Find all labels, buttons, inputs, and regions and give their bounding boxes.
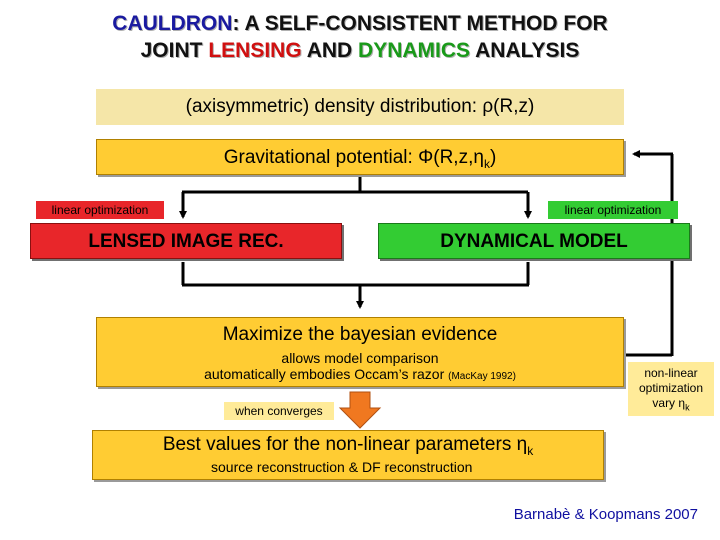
evidence-line-1: allows model comparison (281, 350, 439, 366)
nonlinear-optimization-label: non-linear optimization vary $\eta_k$ (628, 362, 714, 416)
author-credit: Barnabè & Koopmans 2007 (513, 506, 698, 523)
lensed-image-reconstruction-box: LENSED IMAGE REC. (30, 223, 342, 259)
best-values-subtitle: source reconstruction & DF reconstruction (211, 458, 473, 475)
evidence-title: Maximize the bayesian evidence (222, 324, 498, 345)
left-linear-optimization-label: linear optimization (36, 201, 164, 219)
gravitational-potential-box: Gravitational potential: $\Phi(R,z,\eta_k)$ (96, 139, 624, 175)
density-distribution-box: (axisymmetric) density distribution: ρ(R,z) (96, 89, 624, 125)
title-line-1: CAULDRON: A SELF-CONSISTENT METHOD FOR (112, 12, 608, 35)
right-linear-optimization-label: linear optimization (548, 201, 678, 219)
dynamical-model-box: DYNAMICAL MODEL (378, 223, 690, 259)
evidence-line-2: automatically embodies Occam’s razor (MacKay 1992) (204, 366, 516, 382)
when-converges-label: when converges (224, 402, 334, 420)
converges-arrow-icon (340, 392, 380, 428)
bayesian-evidence-box (96, 317, 624, 387)
best-values-title: Best values for the non-linear parameters $\eta_k$ (162, 434, 534, 458)
best-values-box (92, 430, 604, 480)
title-line-2: JOINT LENSING AND DYNAMICS ANALYSIS (140, 39, 580, 62)
